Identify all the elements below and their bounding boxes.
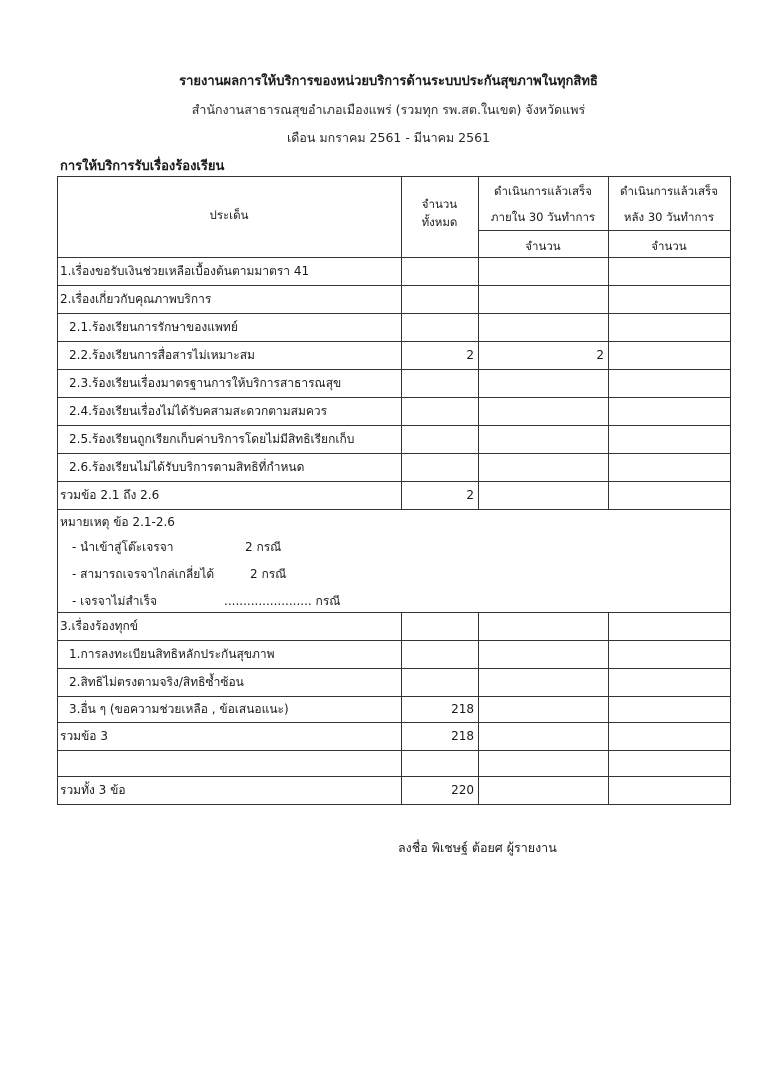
row-total-value: 2 xyxy=(466,488,474,502)
grid-line xyxy=(57,612,731,613)
report-period: เดือน มกราคม 2561 - มีนาคม 2561 xyxy=(287,130,490,145)
row-label: 3.อื่น ๆ (ขอความช่วยเหลือ , ข้อเสนอแนะ) xyxy=(69,702,289,716)
row-label: 2.เรื่องเกี่ยวกับคุณภาพบริการ xyxy=(60,292,212,306)
row-label: 2.สิทธิไม่ตรงตามจริง/สิทธิซ้ำซ้อน xyxy=(69,675,244,689)
header-within-line2: ภายใน 30 วันทำการ xyxy=(490,210,596,224)
grid-line xyxy=(57,313,731,314)
grid-line xyxy=(57,176,731,177)
header-count-after: จำนวน xyxy=(651,239,687,253)
grid-line xyxy=(57,481,731,482)
row-label: รวมข้อ 3 xyxy=(60,729,108,743)
note-line3-label: - เจรจาไม่สำเร็จ xyxy=(72,594,158,608)
row-label: 3.เรื่องร้องทุกข์ xyxy=(60,619,138,633)
header-after-line2: หลัง 30 วันทำการ xyxy=(623,210,715,224)
header-within-line1: ดำเนินการแล้วเสร็จ xyxy=(494,184,592,198)
row-label: รวมทั้ง 3 ข้อ xyxy=(60,783,126,797)
grid-line xyxy=(57,668,731,669)
row-total-value: 218 xyxy=(451,729,474,743)
note-title: หมายเหตุ ข้อ 2.1-2.6 xyxy=(60,515,175,529)
grid-line xyxy=(57,285,731,286)
row-label: 1.เรื่องขอรับเงินช่วยเหลือเบื้องต้นตามมาตรา 41 xyxy=(60,264,310,278)
grid-line xyxy=(57,696,731,697)
row-label: 1.การลงทะเบียนสิทธิหลักประกันสุขภาพ xyxy=(69,647,275,661)
note-line2-value: 2 กรณี xyxy=(250,567,287,581)
grid-line xyxy=(478,612,479,805)
row-label: 2.6.ร้องเรียนไม่ได้รับบริการตามสิทธิที่กำหนด xyxy=(69,460,305,474)
grid-line xyxy=(57,776,731,777)
signature: ลงชื่อ พิเชษฐ์ ต้อยศ ผู้รายงาน xyxy=(398,840,557,855)
grid-line xyxy=(478,176,479,510)
grid-line xyxy=(57,804,731,805)
row-label: 2.3.ร้องเรียนเรื่องมาตรฐานการให้บริการสาธารณสุข xyxy=(69,376,342,390)
row-label: รวมข้อ 2.1 ถึง 2.6 xyxy=(60,488,160,502)
report-subtitle: สำนักงานสาธารณสุขอำเภอเมืองแพร่ (รวมทุก รพ.สต.ในเขต) จังหวัดแพร่ xyxy=(191,102,586,117)
header-after-line1: ดำเนินการแล้วเสร็จ xyxy=(620,184,718,198)
grid-line xyxy=(730,176,731,805)
grid-line xyxy=(57,176,58,805)
row-total-value: 2 xyxy=(466,348,474,362)
note-line1-label: - นำเข้าสู่โต๊ะเจรจา xyxy=(72,540,174,554)
row-label: 2.4.ร้องเรียนเรื่องไม่ได้รับคสามสะดวกตามสมควร xyxy=(69,404,328,418)
grid-line xyxy=(57,425,731,426)
report-title: รายงานผลการให้บริการของหน่วยบริการด้านระบบประกันสุขภาพในทุกสิทธิ xyxy=(179,74,598,89)
row-within-value: 2 xyxy=(596,348,604,362)
complaint-table xyxy=(57,176,730,804)
note-line1-value: 2 กรณี xyxy=(245,540,282,554)
row-label: 2.1.ร้องเรียนการรักษาของแพทย์ xyxy=(69,320,238,334)
grid-line xyxy=(57,369,731,370)
header-issue: ประเด็น xyxy=(209,208,249,222)
grid-line xyxy=(57,509,731,510)
grid-line xyxy=(57,722,731,723)
note-line3-value: ....................... กรณี xyxy=(224,594,341,608)
grid-line xyxy=(57,397,731,398)
grid-line xyxy=(57,257,731,258)
row-label: 2.2.ร้องเรียนการสื่อสารไม่เหมาะสม xyxy=(69,348,255,362)
note-line2-label: - สามารถเจรจาไกล่เกลี่ยได้ xyxy=(72,567,215,581)
row-total-value: 218 xyxy=(451,702,474,716)
grid-line xyxy=(608,176,609,510)
grid-line xyxy=(401,176,402,510)
header-total-line2: ทั้งหมด xyxy=(421,215,458,229)
grid-line xyxy=(401,612,402,805)
row-total-value: 220 xyxy=(451,783,474,797)
grid-line xyxy=(57,640,731,641)
header-count-within: จำนวน xyxy=(525,239,561,253)
header-total-line1: จำนวน xyxy=(421,197,458,211)
grid-line xyxy=(478,230,731,231)
grid-line xyxy=(57,453,731,454)
grid-line xyxy=(608,612,609,805)
row-label: 2.5.ร้องเรียนถูกเรียกเก็บค่าบริการโดยไม่มีสิทธิเรียกเก็บ xyxy=(69,432,355,446)
grid-line xyxy=(57,750,731,751)
grid-line xyxy=(57,341,731,342)
section-title: การให้บริการรับเรื่องร้องเรียน xyxy=(60,159,225,174)
